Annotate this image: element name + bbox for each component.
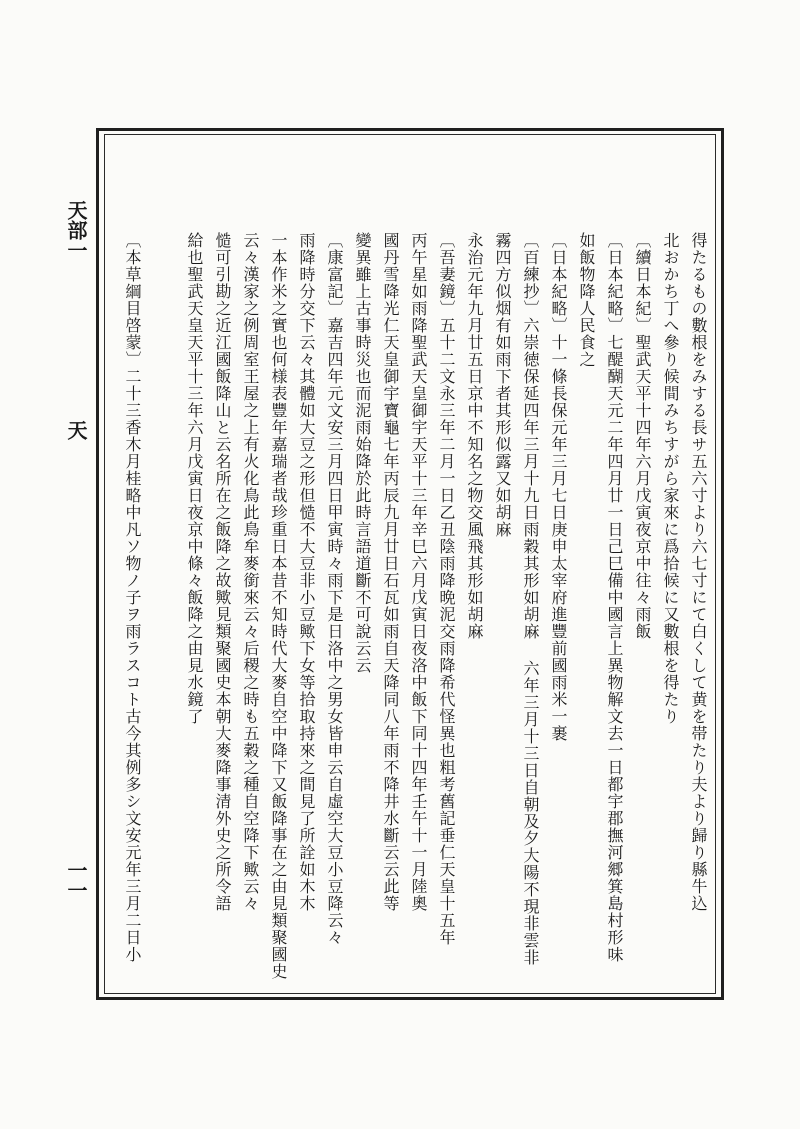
page-number: 一一	[64, 860, 88, 900]
text-column: 得たるもの數根をみする長サ五六寸より六七寸にて白くして黄を帯たり夫より歸り縣牛込	[689, 232, 708, 912]
text-column: 變異雖上古事時災也而泥雨始降於此時言語道斷不可說云云	[353, 232, 372, 674]
text-column: 國丹雪降光仁天皇御宇寶龜七年丙辰九月廿日石瓦如雨自天降同八年雨不降井水斷云云此等	[381, 232, 400, 912]
text-column: 慥可引勘之近江國飯降山と云名所在之飯降之故歟見類聚國史本朝大麥降事清外史之所令語	[213, 232, 232, 912]
text-column: 云々漢家之例周室王屋之上有火化鳥此鳥牟麥銜來云々后稷之時も五穀之種自空降下歟云々	[241, 232, 260, 912]
text-column: 永治元年九月廿五日京中不知名之物交風飛其形如胡麻	[465, 232, 484, 640]
text-column: 給也聖武天皇天平十三年六月戊寅日夜京中條々飯降之由見水鏡了	[185, 232, 204, 725]
text-column: 一本作米之實也何様表豐年嘉瑞者哉珍重日本昔不知時代大麥自空中降下又飯降事在之由見類聚國史	[269, 232, 288, 980]
text-column: 〔日本紀略〕十一條長保元年三月七日庚申太宰府進豐前國雨米一裹	[549, 232, 568, 742]
section-heading: 天部一	[64, 200, 88, 260]
text-column: 〔百練抄〕六崇徳保延四年三月十九日雨穀其形如胡麻 六年三月十三日自朝及夕大陽不現非雲非	[521, 232, 540, 966]
text-column: 〔續日本紀〕聖武天平十四年六月戊寅夜京中往々雨飯	[633, 232, 652, 640]
subsection-heading: 天	[64, 420, 88, 440]
text-column: 〔吾妻鏡〕五十二文永三年二月一日乙丑陰雨降晩泥交雨降希代怪異也粗考舊記垂仁天皇十五年	[437, 232, 456, 946]
text-column: 霧四方似烟有如雨下者其形似露又如胡麻	[493, 232, 512, 538]
text-column: 〔康富記〕嘉吉四年元文安三月四日甲寅時々雨下是日洛中之男女皆申云自虛空大豆小豆降云々	[325, 232, 344, 946]
text-column: 如飯物降人民食之	[577, 232, 596, 368]
text-column: 北おかち丁へ參り候間みちすがら家來に爲拾候に又數根を得たり	[661, 232, 680, 725]
text-column: 〔本草綱目啓蒙〕二十三香木月桂略中凡ソ物ノ子ヲ雨ラスコト古今其例多シ文安元年三月二日小	[123, 232, 142, 963]
text-column: 〔日本紀略〕七醍醐天元二年四月廿一日己巳備中國言上異物解文去一日都宇郡撫河郷箕島村形味	[605, 232, 624, 963]
text-column: 雨降時分交下云々其體如大豆之形但慥不大豆非小豆歟下女等拾取持來之間見了所詮如木木	[297, 232, 316, 912]
text-column: 丙午星如雨降聖武天皇御宇天平十三年辛巳六月戊寅日夜洛中飯下同十四年壬午十一月陸奧	[409, 232, 428, 912]
